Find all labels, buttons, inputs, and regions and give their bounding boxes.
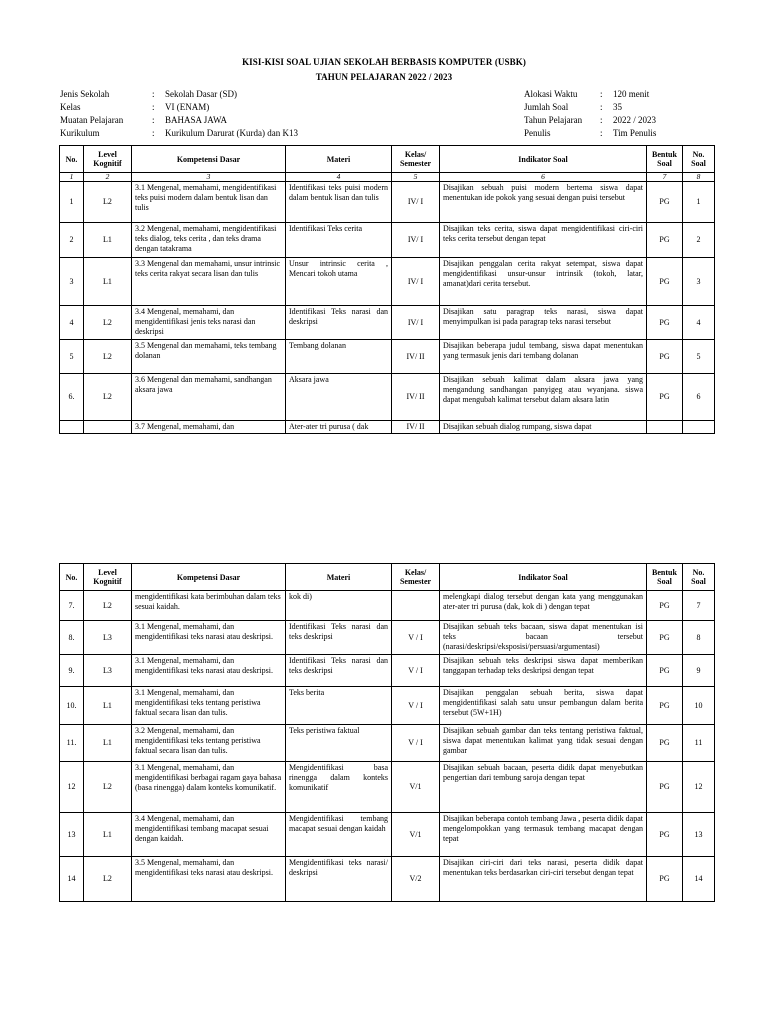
row-number: 7. [60, 591, 84, 621]
no-soal: 3 [683, 258, 715, 306]
materi: Unsur intrinsic cerita , Mencari tokoh utama [286, 258, 392, 306]
kompetensi-dasar: 3.3 Mengenal dan memahami, unsur intrinsic teks cerita rakyat secara lisan dan tulis [132, 258, 286, 306]
bentuk-soal: PG [647, 687, 683, 725]
cognitive-level: L1 [84, 223, 132, 258]
cognitive-level: L2 [84, 182, 132, 223]
meta-separator: : [152, 115, 155, 125]
doc-title: KISI-KISI SOAL UJIAN SEKOLAH BERBASIS KOMPUTER (USBK) [242, 57, 526, 67]
cognitive-level: L1 [84, 258, 132, 306]
column-number: 8 [683, 173, 715, 182]
bentuk-soal: PG [647, 182, 683, 223]
meta-value: 35 [613, 102, 622, 112]
indikator-soal: Disajikan sebuah puisi modern bertema siswa dapat menentukan ide pokok yang sesuai dengan puisi tersebut [440, 182, 647, 223]
row-number: 4 [60, 306, 84, 340]
materi: Identifikasi Teks cerita [286, 223, 392, 258]
no-soal: 1 [683, 182, 715, 223]
kelas-semester: IV/ I [392, 258, 440, 306]
cognitive-level: L2 [84, 762, 132, 813]
column-header: Kelas/ Semester [392, 146, 440, 173]
indikator-soal: Disajikan ciri-ciri dari teks narasi, peserta didik dapat menentukan teks berdasarkan ciri-ciri tersebut dengan tepat [440, 857, 647, 902]
meta-value: Kurikulum Darurat (Kurda) dan K13 [165, 128, 298, 138]
table-row [60, 421, 715, 434]
column-header: No. [60, 564, 84, 591]
materi: Aksara jawa [286, 374, 392, 421]
meta-row [524, 88, 656, 101]
table-row [60, 374, 715, 421]
column-header: Kompetensi Dasar [132, 564, 286, 591]
cognitive-level: L1 [84, 725, 132, 762]
meta-separator: : [600, 89, 603, 99]
bentuk-soal: PG [647, 655, 683, 687]
meta-label: Jumlah Soal [524, 102, 569, 112]
meta-row [60, 101, 298, 114]
meta-label: Penulis [524, 128, 551, 138]
kelas-semester: V/1 [392, 762, 440, 813]
no-soal: 10 [683, 687, 715, 725]
indikator-soal: Disajikan beberapa contoh tembang Jawa , peserta didik dapat mengelompokkan yang termasuk tembang macapat dengan tepat [440, 813, 647, 857]
column-header: Level Kognitif [84, 146, 132, 173]
no-soal: 7 [683, 591, 715, 621]
meta-row [524, 114, 656, 127]
no-soal: 5 [683, 340, 715, 374]
kelas-semester: IV/ II [392, 421, 440, 434]
materi: Identifikasi Teks narasi dan teks deskripsi [286, 655, 392, 687]
column-header: Indikator Soal [440, 564, 647, 591]
indikator-soal: Disajikan sebuah kalimat dalam aksara jawa yang mengandung sandhangan panyigeg atau wyanjana. siswa dapat mengubah kalimat tersebut dalam aksara latin [440, 374, 647, 421]
row-number: 5 [60, 340, 84, 374]
kelas-semester: V / I [392, 621, 440, 655]
kelas-semester: IV/ II [392, 374, 440, 421]
column-number: 3 [132, 173, 286, 182]
table-row [60, 258, 715, 306]
row-number: 13 [60, 813, 84, 857]
no-soal: 13 [683, 813, 715, 857]
bentuk-soal: PG [647, 223, 683, 258]
table-row [60, 813, 715, 857]
bentuk-soal: PG [647, 813, 683, 857]
cognitive-level: L2 [84, 306, 132, 340]
no-soal: 12 [683, 762, 715, 813]
meta-value: 2022 / 2023 [613, 115, 657, 125]
no-soal [683, 421, 715, 434]
meta-value: Tim Penulis [613, 128, 657, 138]
cognitive-level: L1 [84, 813, 132, 857]
table-row [60, 223, 715, 258]
indikator-soal: melengkapi dialog tersebut dengan kata yang menggunakan ater-ater tri purusa (dak, kok di ) dengan tepat [440, 591, 647, 621]
column-number: 7 [647, 173, 683, 182]
table-row [60, 857, 715, 902]
no-soal: 14 [683, 857, 715, 902]
bentuk-soal: PG [647, 258, 683, 306]
kompetensi-dasar: 3.6 Mengenal dan memahami, sandhangan aksara jawa [132, 374, 286, 421]
table-row [60, 591, 715, 621]
cognitive-level: L2 [84, 857, 132, 902]
table-row [60, 762, 715, 813]
table-header-row [60, 146, 715, 173]
indikator-soal: Disajikan sebuah bacaan, peserta didik dapat menyebutkan pengertian dari tembung saroja dengan tepat [440, 762, 647, 813]
kompetensi-dasar: 3.4 Mengenal, memahami, dan mengidentifikasi jenis teks narasi dan deskripsi [132, 306, 286, 340]
table-header-row [60, 564, 715, 591]
kompetensi-dasar: 3.5 Mengenal dan memahami, teks tembang dolanan [132, 340, 286, 374]
indikator-soal: Disajikan penggalan cerita rakyat setempat, siswa dapat mengidentifikasi unsur-unsur intrinsik (tokoh, latar, amanat)dari cerita tersebut. [440, 258, 647, 306]
kompetensi-dasar: 3.1 Mengenal, memahami, dan mengidentifikasi berbagai ragam gaya bahasa (basa rinengga) dalam konteks komunikatif. [132, 762, 286, 813]
materi: Ater-ater tri purusa ( dak [286, 421, 392, 434]
cognitive-level [84, 421, 132, 434]
indikator-soal: Disajikan sebuah teks deskripsi siswa dapat memberikan tanggapan terhadap teks deskripsi dengan tepat [440, 655, 647, 687]
kompetensi-dasar: 3.5 Mengenal, memahami, dan mengidentifikasi teks narasi atau deskripsi. [132, 857, 286, 902]
no-soal: 8 [683, 621, 715, 655]
row-number: 2 [60, 223, 84, 258]
row-number [60, 421, 84, 434]
column-header: Level Kognitif [84, 564, 132, 591]
bentuk-soal: PG [647, 621, 683, 655]
column-number: 1 [60, 173, 84, 182]
kelas-semester: IV/ I [392, 306, 440, 340]
kompetensi-dasar: 3.1 Mengenal, memahami, dan mengidentifikasi teks tentang peristiwa faktual secara lisan dan tulis. [132, 687, 286, 725]
kompetensi-dasar: 3.4 Mengenal, memahami, dan mengidentifikasi tembang macapat sesuai dengan kaidah. [132, 813, 286, 857]
row-number: 10. [60, 687, 84, 725]
column-header: Bentuk Soal [647, 564, 683, 591]
materi: Teks peristiwa faktual [286, 725, 392, 762]
row-number: 12 [60, 762, 84, 813]
column-header: Materi [286, 564, 392, 591]
column-header: No. Soal [683, 564, 715, 591]
column-header: No. [60, 146, 84, 173]
cognitive-level: L3 [84, 655, 132, 687]
column-header: Indikator Soal [440, 146, 647, 173]
bentuk-soal: PG [647, 306, 683, 340]
table-row [60, 725, 715, 762]
indikator-soal: Disajikan teks cerita, siswa dapat mengidentifikasi ciri-ciri teks cerita tersebut dengan tepat [440, 223, 647, 258]
materi: Identifikasi Teks narasi dan deskripsi [286, 306, 392, 340]
column-header: Materi [286, 146, 392, 173]
bentuk-soal: PG [647, 857, 683, 902]
kompetensi-dasar: 3.1 Mengenal, memahami, mengidentifikasi teks puisi modern dalam bentuk lisan dan tulis [132, 182, 286, 223]
column-header: No. Soal [683, 146, 715, 173]
cognitive-level: L2 [84, 591, 132, 621]
row-number: 14 [60, 857, 84, 902]
indikator-soal: Disajikan beberapa judul tembang, siswa dapat menentukan yang termasuk jenis dari tembang dolanan [440, 340, 647, 374]
meta-separator: : [600, 102, 603, 112]
row-number: 9. [60, 655, 84, 687]
meta-right [524, 88, 656, 140]
kompetensi-dasar: mengidentifikasi kata berimbuhan dalam teks sesuai kaidah. [132, 591, 286, 621]
meta-left [60, 88, 298, 140]
kelas-semester: V / I [392, 655, 440, 687]
column-header: Kelas/ Semester [392, 564, 440, 591]
doc-subtitle: TAHUN PELAJARAN 2022 / 2023 [315, 72, 453, 82]
materi: Tembang dolanan [286, 340, 392, 374]
meta-row [60, 127, 298, 140]
table-row [60, 655, 715, 687]
indikator-soal: Disajikan sebuah dialog rumpang, siswa dapat [440, 421, 647, 434]
column-header: Bentuk Soal [647, 146, 683, 173]
no-soal: 6 [683, 374, 715, 421]
meta-label: Muatan Pelajaran [60, 115, 124, 125]
column-number: 2 [84, 173, 132, 182]
kisi-kisi-table-page-1 [59, 145, 715, 434]
meta-row [524, 101, 656, 114]
kompetensi-dasar: 3.1 Mengenal, memahami, dan mengidentifikasi teks narasi atau deskripsi. [132, 621, 286, 655]
column-number: 4 [286, 173, 392, 182]
cognitive-level: L2 [84, 374, 132, 421]
materi: Mengidentifikasi basa rinengga dalam konteks komunikatif [286, 762, 392, 813]
row-number: 6. [60, 374, 84, 421]
table-row [60, 182, 715, 223]
indikator-soal: Disajikan sebuah gambar dan teks tentang peristiwa faktual, siswa dapat menentukan kalimat yang tidak sesuai dengan gambar [440, 725, 647, 762]
table-row [60, 621, 715, 655]
no-soal: 2 [683, 223, 715, 258]
materi: kok di) [286, 591, 392, 621]
row-number: 8. [60, 621, 84, 655]
no-soal: 9 [683, 655, 715, 687]
meta-label: Kelas [60, 102, 81, 112]
column-number: 5 [392, 173, 440, 182]
materi: Mengidentifikasi tembang macapat sesuai dengan kaidah [286, 813, 392, 857]
bentuk-soal: PG [647, 725, 683, 762]
kelas-semester: IV/ I [392, 223, 440, 258]
no-soal: 11 [683, 725, 715, 762]
kompetensi-dasar: 3.1 Mengenal, memahami, dan mengidentifikasi teks narasi atau deskripsi. [132, 655, 286, 687]
kompetensi-dasar: 3.7 Mengenal, memahami, dan [132, 421, 286, 434]
meta-separator: : [600, 115, 603, 125]
bentuk-soal: PG [647, 762, 683, 813]
kelas-semester: V / I [392, 687, 440, 725]
meta-value: Sekolah Dasar (SD) [165, 89, 237, 99]
kelas-semester: V / I [392, 725, 440, 762]
kelas-semester [392, 591, 440, 621]
meta-value: VI (ENAM) [165, 102, 210, 112]
bentuk-soal: PG [647, 340, 683, 374]
meta-row [60, 88, 298, 101]
table-row [60, 340, 715, 374]
meta-separator: : [600, 128, 603, 138]
table-row [60, 306, 715, 340]
meta-value: BAHASA JAWA [165, 115, 228, 125]
indikator-soal: Disajikan penggalan sebuah berita, siswa dapat mengidentifikasi salah satu unsur pembangun dalam berita tersebut (5W+1H) [440, 687, 647, 725]
indikator-soal: Disajikan satu paragrap teks narasi, siswa dapat menyimpulkan isi pada paragrap teks narasi tersebut [440, 306, 647, 340]
materi: Teks berita [286, 687, 392, 725]
row-number: 3 [60, 258, 84, 306]
row-number: 1 [60, 182, 84, 223]
cognitive-level: L3 [84, 621, 132, 655]
cognitive-level: L1 [84, 687, 132, 725]
column-number: 6 [440, 173, 647, 182]
meta-row [524, 127, 656, 140]
meta-row [60, 114, 298, 127]
kisi-kisi-table-page-2 [59, 563, 715, 902]
kompetensi-dasar: 3.2 Mengenal, memahami, dan mengidentifikasi teks tentang peristiwa faktual secara lisan dan tulis. [132, 725, 286, 762]
bentuk-soal: PG [647, 374, 683, 421]
no-soal: 4 [683, 306, 715, 340]
column-header: Kompetensi Dasar [132, 146, 286, 173]
meta-separator: : [152, 102, 155, 112]
kelas-semester: IV/ I [392, 182, 440, 223]
kompetensi-dasar: 3.2 Mengenal, memahami, mengidentifikasi teks dialog, teks cerita , dan teks drama dengan tatakrama [132, 223, 286, 258]
materi: Identifikasi teks puisi modern dalam bentuk lisan dan tulis [286, 182, 392, 223]
row-number: 11. [60, 725, 84, 762]
meta-value: 120 menit [613, 89, 650, 99]
meta-label: Tahun Pelajaran [524, 115, 583, 125]
meta-label: Alokasi Waktu [524, 89, 578, 99]
kelas-semester: V/1 [392, 813, 440, 857]
bentuk-soal [647, 421, 683, 434]
kelas-semester: V/2 [392, 857, 440, 902]
indikator-soal: Disajikan sebuah teks bacaan, siswa dapat menentukan isi teks bacaan tersebut (narasi/deskripsi/eksposisi/persuasi/argumentasi) [440, 621, 647, 655]
bentuk-soal: PG [647, 591, 683, 621]
column-number-row [60, 173, 715, 182]
meta-separator: : [152, 89, 155, 99]
materi: Mengidentifikasi teks narasi/ deskripsi [286, 857, 392, 902]
meta-label: Jenis Sekolah [60, 89, 110, 99]
cognitive-level: L2 [84, 340, 132, 374]
materi: Identifikasi Teks narasi dan teks deskripsi [286, 621, 392, 655]
meta-separator: : [152, 128, 155, 138]
kelas-semester: IV/ II [392, 340, 440, 374]
meta-label: Kurikulum [60, 128, 100, 138]
table-row [60, 687, 715, 725]
